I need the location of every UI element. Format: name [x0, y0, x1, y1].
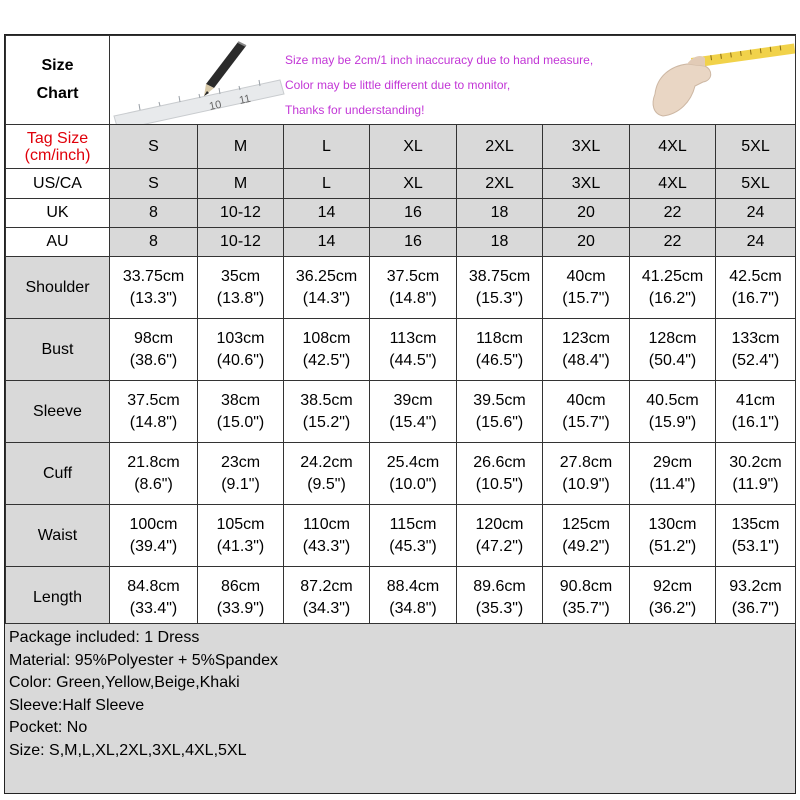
measurement-cm: 89.6cm	[473, 577, 526, 595]
region-size-cell: 22	[630, 199, 716, 228]
tag-size-label-line2: (cm/inch)	[24, 146, 91, 164]
measurement-cm: 30.2cm	[729, 453, 782, 471]
measurement-inch: (45.3")	[389, 537, 437, 555]
chart-title-line2: Chart	[36, 85, 79, 102]
measurement-cm: 103cm	[216, 329, 265, 347]
measurement-inch: (10.0")	[389, 475, 437, 493]
measurement-cm: 37.5cm	[386, 267, 440, 285]
measurement-cell	[716, 567, 796, 629]
measurement-cell	[284, 381, 370, 443]
region-size-cell: 2XL	[457, 169, 543, 199]
measurement-cm: 41cm	[735, 391, 776, 409]
measurement-cm: 23cm	[220, 453, 261, 471]
measurement-cm: 39cm	[393, 391, 433, 409]
table-row	[6, 381, 796, 443]
measurement-cm: 40.5cm	[646, 391, 699, 409]
tag-size-cell: 4XL	[630, 125, 716, 169]
measurement-cell	[198, 505, 284, 567]
tag-size-label	[6, 125, 110, 169]
measurement-cm: 135cm	[731, 515, 780, 533]
measurement-cell	[630, 443, 716, 505]
measurement-cell	[630, 505, 716, 567]
measurement-cell	[457, 381, 543, 443]
measurement-cell	[110, 381, 198, 443]
measurement-cm: 21.8cm	[127, 453, 180, 471]
measurement-cm: 88.4cm	[386, 577, 440, 595]
measurement-inch: (15.7")	[562, 289, 610, 307]
measurement-cell	[284, 505, 370, 567]
region-size-cell: 8	[110, 199, 198, 228]
measurement-cell	[630, 319, 716, 381]
measurement-cm: 123cm	[561, 329, 611, 347]
notes	[285, 48, 593, 123]
measurement-inch: (39.4")	[129, 537, 178, 555]
measurement-cell	[370, 319, 457, 381]
measurement-inch: (15.3")	[475, 289, 524, 307]
measurement-cm: 125cm	[561, 515, 611, 533]
region-size-cell: L	[284, 169, 370, 199]
table-row	[6, 567, 796, 629]
measurement-cell	[370, 505, 457, 567]
measurement-inch: (11.9")	[732, 475, 779, 493]
measurement-inch: (10.9")	[562, 475, 610, 493]
measurement-cell	[543, 505, 630, 567]
info-line: Sleeve:Half Sleeve	[9, 696, 145, 714]
measurement-cell	[198, 381, 284, 443]
region-size-cell: 3XL	[543, 169, 630, 199]
size-table	[5, 35, 796, 629]
measurement-label: Cuff	[6, 443, 110, 505]
measurement-inch: (35.3")	[475, 599, 524, 617]
measurement-inch: (10.5")	[475, 475, 524, 493]
info-line: Package included: 1 Dress	[9, 629, 200, 646]
table-row	[6, 443, 796, 505]
measurement-cm: 113cm	[389, 329, 437, 347]
measurement-cell	[110, 505, 198, 567]
measurement-cell	[457, 567, 543, 629]
note-line-1: Size may be 2cm/1 inch inaccuracy due to hand measure,	[285, 53, 594, 67]
ruler-number-11: 11	[238, 92, 252, 107]
measurement-cm: 27.8cm	[559, 453, 613, 471]
measurement-cm: 130cm	[648, 515, 697, 533]
measurement-inch: (33.9")	[216, 599, 265, 617]
measurement-cm: 39.5cm	[473, 391, 526, 409]
measurement-inch: (9.5")	[307, 475, 346, 493]
measurement-cell	[457, 257, 543, 319]
measurement-inch: (16.7")	[731, 289, 780, 307]
measurement-cell	[630, 381, 716, 443]
measurement-cell	[284, 319, 370, 381]
measurement-inch: (48.4")	[562, 351, 610, 369]
measurement-cm: 24.2cm	[300, 453, 353, 471]
measurement-cm: 110cm	[303, 515, 350, 533]
measurement-cm: 38.5cm	[300, 391, 353, 409]
measurement-inch: (51.2")	[648, 537, 697, 555]
measurement-cm: 42.5cm	[729, 267, 782, 285]
measurement-inch: (14.8")	[389, 289, 437, 307]
note-line-2: Color may be little different due to monitor,	[285, 78, 511, 92]
table-row	[6, 257, 796, 319]
measurement-cell	[198, 257, 284, 319]
measurement-inch: (34.3")	[302, 599, 351, 617]
measurement-inch: (52.4")	[731, 351, 780, 369]
ruler-number-10: 10	[208, 98, 223, 113]
measurement-label: Sleeve	[6, 381, 110, 443]
measurement-cell	[716, 319, 796, 381]
tag-size-cell: 5XL	[716, 125, 796, 169]
measurement-cm: 105cm	[216, 515, 265, 533]
region-size-cell: 14	[284, 199, 370, 228]
region-label: US/CA	[6, 169, 110, 199]
measurement-label: Bust	[6, 319, 110, 381]
measurement-cm: 93.2cm	[729, 577, 782, 595]
region-size-cell: 24	[716, 228, 796, 257]
table-row	[6, 319, 796, 381]
region-size-cell: 18	[457, 228, 543, 257]
measurement-inch: (50.4")	[648, 351, 697, 369]
measurement-cell	[110, 567, 198, 629]
measurement-cm: 98cm	[133, 329, 174, 347]
tag-size-cell: L	[284, 125, 370, 169]
region-size-cell: 10-12	[198, 228, 284, 257]
measurement-cm: 86cm	[220, 577, 261, 595]
size-chart	[4, 34, 796, 794]
measurement-cm: 115cm	[389, 515, 437, 533]
measurement-inch: (14.8")	[129, 413, 178, 431]
measurement-inch: (15.0")	[216, 413, 265, 431]
measurement-label: Length	[6, 567, 110, 629]
region-size-cell: 22	[630, 228, 716, 257]
measurement-inch: (15.7")	[562, 413, 610, 431]
measurement-cm: 87.2cm	[300, 577, 353, 595]
measurement-cell	[543, 257, 630, 319]
measurement-inch: (15.6")	[475, 413, 524, 431]
measurement-inch: (35.7")	[562, 599, 610, 617]
measurement-cell	[284, 567, 370, 629]
region-size-cell: 10-12	[198, 199, 284, 228]
measurement-cm: 26.6cm	[473, 453, 526, 471]
region-size-cell: 18	[457, 199, 543, 228]
measurement-inch: (15.2")	[302, 413, 351, 431]
info-line: Size: S,M,L,XL,2XL,3XL,4XL,5XL	[9, 741, 247, 759]
measurement-inch: (9.1")	[221, 475, 260, 493]
region-size-cell: 14	[284, 228, 370, 257]
measurement-cm: 84.8cm	[127, 577, 180, 595]
measurement-inch: (11.4")	[649, 475, 696, 493]
measurement-cell	[457, 443, 543, 505]
measurement-cm: 40cm	[566, 391, 606, 409]
measurement-inch: (13.3")	[129, 289, 178, 307]
measurement-cm: 120cm	[475, 515, 524, 533]
measurement-inch: (13.8")	[216, 289, 265, 307]
table-row	[6, 505, 796, 567]
tag-size-cell: 3XL	[543, 125, 630, 169]
measurement-cm: 92cm	[652, 577, 693, 595]
region-size-cell: 16	[370, 228, 457, 257]
measurement-cm: 108cm	[302, 329, 351, 347]
measurement-cell	[630, 257, 716, 319]
measurement-cm: 36.25cm	[295, 267, 358, 285]
measurement-inch: (34.8")	[389, 599, 437, 617]
measurement-cm: 25.4cm	[386, 453, 440, 471]
measurement-inch: (15.9")	[648, 413, 697, 431]
region-size-cell: 20	[543, 199, 630, 228]
measurement-cell	[198, 443, 284, 505]
note-line-3: Thanks for understanding!	[285, 103, 425, 117]
region-label: AU	[6, 228, 110, 257]
measurement-cm: 33.75cm	[122, 267, 185, 285]
region-size-cell: 24	[716, 199, 796, 228]
measurement-inch: (49.2")	[562, 537, 610, 555]
measuring-tape-hand-icon	[635, 36, 795, 124]
measurement-label: Waist	[6, 505, 110, 567]
measurement-cm: 40cm	[566, 267, 606, 285]
measurement-cm: 100cm	[129, 515, 178, 533]
measurement-cell	[630, 567, 716, 629]
measurement-inch: (41.3")	[216, 537, 265, 555]
measurement-cm: 35cm	[220, 267, 261, 285]
measurement-inch: (36.7")	[731, 599, 780, 617]
measurement-cell	[716, 443, 796, 505]
chart-title	[6, 36, 110, 125]
measurement-cell	[110, 319, 198, 381]
measurement-cell	[370, 381, 457, 443]
info-line: Pocket: No	[9, 719, 88, 737]
notes-banner	[110, 36, 796, 125]
measurement-inch: (15.4")	[389, 413, 437, 431]
measurement-cm: 38.75cm	[468, 267, 531, 285]
measurement-inch: (44.5")	[389, 351, 437, 369]
pencil-ruler-icon	[110, 36, 290, 124]
measurement-label: Shoulder	[6, 257, 110, 319]
region-size-cell: 4XL	[630, 169, 716, 199]
measurement-inch: (8.6")	[134, 475, 173, 493]
measurement-cell	[543, 443, 630, 505]
tag-size-label-line1: Tag Size	[26, 129, 89, 147]
product-info	[5, 623, 795, 793]
region-size-cell: 20	[543, 228, 630, 257]
measurement-inch: (16.1")	[731, 413, 780, 431]
measurement-inch: (14.3")	[302, 289, 351, 307]
measurement-cell	[716, 257, 796, 319]
measurement-inch: (40.6")	[216, 351, 265, 369]
measurement-inch: (16.2")	[648, 289, 697, 307]
info-line: Color: Green,Yellow,Beige,Khaki	[9, 674, 240, 692]
tag-size-cell: 2XL	[457, 125, 543, 169]
measurement-cm: 38cm	[220, 391, 261, 409]
tag-size-cell: M	[198, 125, 284, 169]
region-label: UK	[6, 199, 110, 228]
measurement-cell	[110, 257, 198, 319]
measurement-cell	[370, 443, 457, 505]
measurement-cm: 37.5cm	[127, 391, 180, 409]
measurement-inch: (43.3")	[302, 537, 351, 555]
region-size-cell: S	[110, 169, 198, 199]
measurement-cell	[198, 319, 284, 381]
region-size-cell: M	[198, 169, 284, 199]
measurement-cell	[110, 443, 198, 505]
chart-title-line1: Size	[41, 57, 74, 74]
measurement-cm: 41.25cm	[641, 267, 704, 285]
measurement-cell	[543, 567, 630, 629]
measurement-inch: (42.5")	[302, 351, 351, 369]
measurement-cell	[284, 443, 370, 505]
region-size-cell: XL	[370, 169, 457, 199]
measurement-inch: (53.1")	[731, 537, 780, 555]
measurement-cell	[284, 257, 370, 319]
measurement-cell	[457, 505, 543, 567]
measurement-cm: 90.8cm	[559, 577, 613, 595]
measurement-cell	[370, 257, 457, 319]
info-line: Material: 95%Polyester + 5%Spandex	[9, 651, 279, 669]
measurement-cell	[198, 567, 284, 629]
measurement-inch: (33.4")	[129, 599, 178, 617]
region-size-cell: 5XL	[716, 169, 796, 199]
measurement-cm: 29cm	[652, 453, 693, 471]
measurement-inch: (36.2")	[648, 599, 697, 617]
measurement-cell	[716, 381, 796, 443]
measurement-inch: (46.5")	[475, 351, 524, 369]
measurement-cm: 133cm	[731, 329, 780, 347]
region-size-cell: 8	[110, 228, 198, 257]
measurement-cell	[370, 567, 457, 629]
measurement-cell	[543, 319, 630, 381]
measurement-cell	[457, 319, 543, 381]
measurement-inch: (38.6")	[129, 351, 178, 369]
tag-size-cell: XL	[370, 125, 457, 169]
tag-size-cell: S	[110, 125, 198, 169]
measurement-cell	[543, 381, 630, 443]
measurement-cm: 118cm	[476, 329, 523, 347]
measurement-cm: 128cm	[648, 329, 697, 347]
measurement-cell	[716, 505, 796, 567]
measurement-inch: (47.2")	[475, 537, 524, 555]
region-size-cell: 16	[370, 199, 457, 228]
